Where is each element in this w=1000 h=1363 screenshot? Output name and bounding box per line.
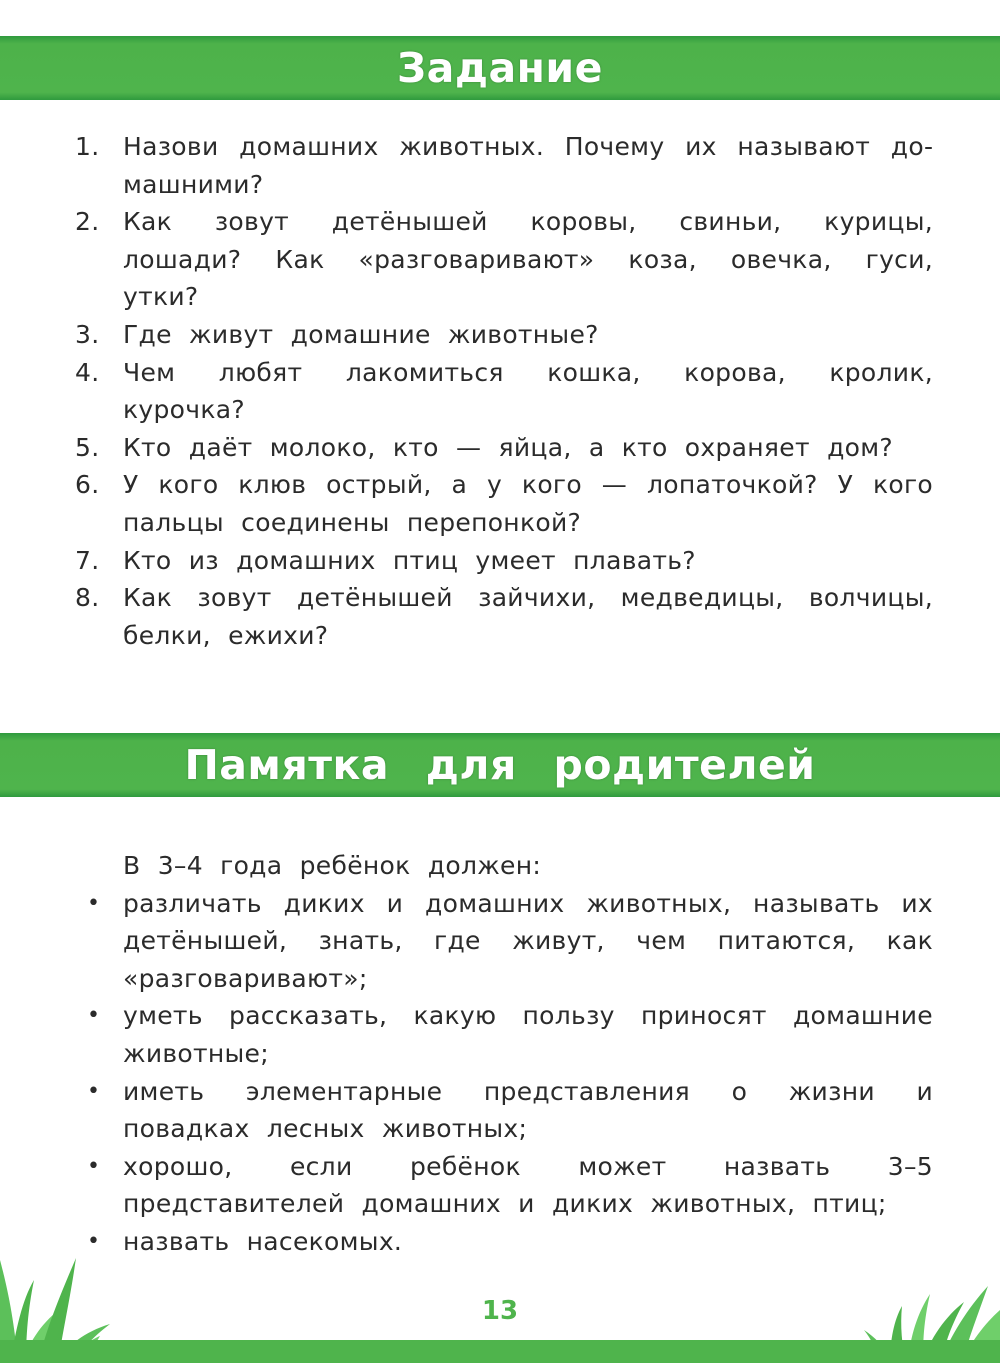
- parents-heading: Памятка для родителей: [184, 741, 816, 789]
- bottom-bar: [0, 1340, 1000, 1363]
- task-list: [75, 128, 933, 654]
- task-item: [75, 316, 933, 354]
- task-item: [75, 429, 933, 467]
- parents-header-band: [0, 733, 1000, 797]
- memo-list: [85, 885, 933, 1261]
- task-text: Кто из домашних птиц умеет плавать?: [123, 545, 696, 575]
- task-number: 4.: [75, 357, 100, 387]
- memo-intro: В 3–4 года ребёнок должен:: [123, 851, 542, 880]
- task-item: [75, 579, 933, 654]
- memo-text: уметь рассказать, какую пользу приносят домашние животные;: [123, 1001, 933, 1068]
- memo-text: различать диких и домашних животных, называть их детёнышей, знать, где живут, чем питаются, как «разговаривают»;: [123, 888, 933, 993]
- memo-item: [85, 1148, 933, 1223]
- memo-text: иметь элементарные представления о жизни и повадках лесных животных;: [123, 1076, 933, 1144]
- memo-item: [85, 997, 933, 1072]
- task-number: 2.: [75, 207, 100, 237]
- bullet-icon: •: [87, 1153, 101, 1179]
- bullet-icon: •: [87, 1003, 101, 1029]
- task-text: У кого клюв острый, а у кого — лопаточкой? У кого пальцы соединены перепонкой?: [123, 470, 933, 537]
- bullet-icon: •: [87, 890, 101, 916]
- task-header-band: [0, 36, 1000, 100]
- parents-memo: [85, 847, 933, 1261]
- bullet-icon: •: [87, 1078, 101, 1104]
- task-text: Назови домашних животных. Почему их называют домашними?: [123, 132, 933, 199]
- memo-text: назвать насекомых.: [123, 1226, 403, 1256]
- task-number: 6.: [75, 470, 100, 500]
- memo-item: [85, 1073, 933, 1148]
- task-item: [75, 128, 933, 203]
- memo-item: [85, 1223, 933, 1261]
- task-text: Как зовут детёнышей коровы, свиньи, курицы, лошади? Как «разговаривают» коза, овечка, гуси, утки?: [123, 207, 933, 312]
- task-item: [75, 203, 933, 316]
- task-heading: Задание: [397, 44, 603, 92]
- task-item: [75, 354, 933, 429]
- task-text: Кто даёт молоко, кто — яйца, а кто охраняет дом?: [123, 432, 893, 462]
- task-number: 7.: [75, 545, 100, 575]
- bullet-icon: •: [87, 1228, 101, 1254]
- page-number: 13: [481, 1296, 519, 1326]
- task-text: Где живут домашние животные?: [123, 319, 599, 349]
- task-item: [75, 466, 933, 541]
- task-text: Как зовут детёнышей зайчихи, медведицы, волчицы, белки, ежихи?: [123, 583, 933, 650]
- task-number: 1.: [75, 132, 100, 161]
- task-number: 8.: [75, 583, 100, 613]
- task-item: [75, 542, 933, 580]
- task-text: Чем любят лакомиться кошка, корова, кролик, курочка?: [123, 357, 933, 425]
- memo-item: [85, 885, 933, 998]
- task-number: 5.: [75, 432, 100, 462]
- memo-text: хорошо, если ребёнок может назвать 3–5 представителей домашних и диких животных, птиц;: [123, 1151, 933, 1219]
- task-number: 3.: [75, 319, 100, 349]
